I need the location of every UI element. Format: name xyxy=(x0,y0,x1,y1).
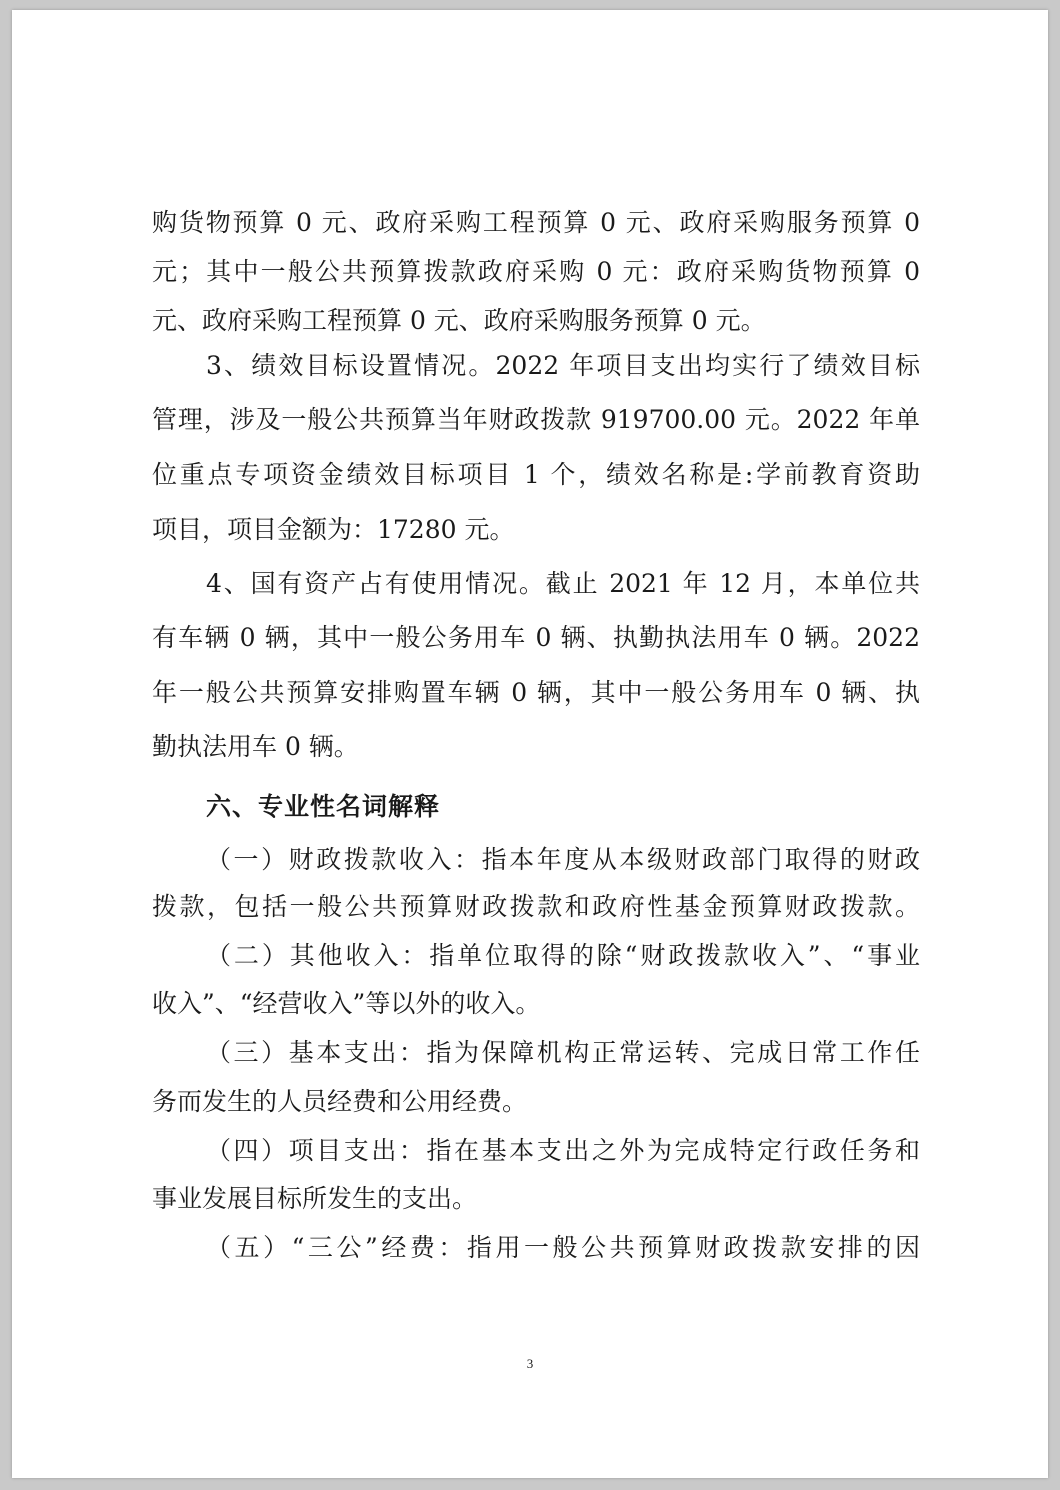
paragraph-line: 购货物预算 0 元、政府采购工程预算 0 元、政府采购服务预算 0 xyxy=(152,208,920,237)
paragraph-line: （二）其他收入：指单位取得的除“财政拨款收入”、“事业 xyxy=(206,941,920,970)
paragraph-line: 有车辆 0 辆，其中一般公务用车 0 辆、执勤执法用车 0 辆。2022 xyxy=(152,623,920,652)
paragraph-line: （四）项目支出：指在基本支出之外为完成特定行政任务和 xyxy=(206,1136,920,1165)
paragraph-line: 务而发生的人员经费和公用经费。 xyxy=(152,1087,528,1116)
paragraph-line: （一）财政拨款收入：指本年度从本级财政部门取得的财政 xyxy=(206,845,920,874)
paragraph-line: 管理，涉及一般公共预算当年财政拨款 919700.00 元。2022 年单 xyxy=(152,405,920,434)
section-heading: 六、专业性名词解释 xyxy=(206,792,441,821)
paragraph-line: 4、国有资产占有使用情况。截止 2021 年 12 月，本单位共 xyxy=(206,569,920,598)
paragraph-line: 拨款，包括一般公共预算财政拨款和政府性基金预算财政拨款。 xyxy=(152,892,920,921)
paragraph-line: 元；其中一般公共预算拨款政府采购 0 元：政府采购货物预算 0 xyxy=(152,257,920,286)
paragraph-line: 事业发展目标所发生的支出。 xyxy=(152,1184,478,1213)
paragraph-line: （五）“三公”经费：指用一般公共预算财政拨款安排的因 xyxy=(206,1233,920,1262)
paragraph-line: 收入”、“经营收入”等以外的收入。 xyxy=(152,989,541,1018)
paragraph-line: 年一般公共预算安排购置车辆 0 辆，其中一般公务用车 0 辆、执 xyxy=(152,678,920,707)
page-number: 3 xyxy=(526,1356,534,1371)
paragraph-line: 位重点专项资金绩效目标项目 1 个，绩效名称是:学前教育资助 xyxy=(152,460,920,489)
paragraph-line: 勤执法用车 0 辆。 xyxy=(152,732,359,761)
paragraph-line: 3、绩效目标设置情况。2022 年项目支出均实行了绩效目标 xyxy=(206,351,920,380)
paragraph-line: 元、政府采购工程预算 0 元、政府采购服务预算 0 元。 xyxy=(152,306,766,335)
paragraph-line: （三）基本支出：指为保障机构正常运转、完成日常工作任 xyxy=(206,1038,920,1067)
paragraph-line: 项目，项目金额为：17280 元。 xyxy=(152,515,515,544)
